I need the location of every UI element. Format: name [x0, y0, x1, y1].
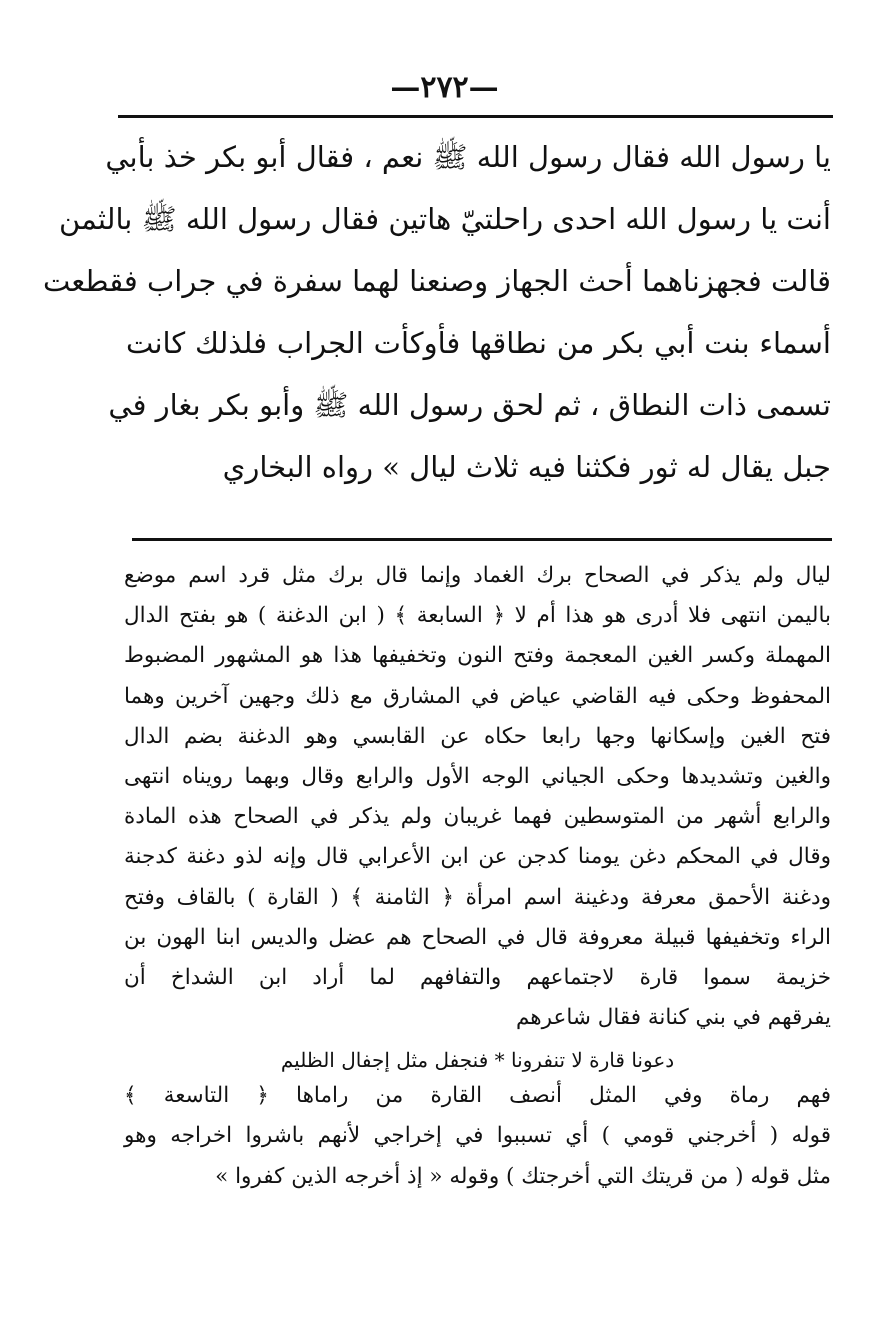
main-text-line: أنت يا رسول الله احدى راحلتيّ هاتين فقال رسول الله ﷺ بالثمن [59, 202, 831, 236]
commentary-line: وقال في المحكم دغن يومنا كدجن عن ابن الأعرابي قال وإنه لذو دغنة كدجنة [124, 844, 831, 870]
commentary-line: والغين وتشديدها وحكى الجياني الوجه الأول والرابع وقال وبهما رويناه انتهى [124, 763, 831, 789]
commentary-line: والرابع أشهر من المتوسطين فهما غريبان ولم يذكر في الصحاح هذه المادة [124, 804, 831, 830]
footnote-separator-rule [132, 538, 832, 541]
main-text-line: قالت فجهزناهما أحث الجهاز وصنعنا لهما سفرة في جراب فقطعت [42, 264, 831, 298]
commentary-block [124, 556, 831, 1197]
commentary-line: مثل قوله ( من قريتك التي أخرجتك ) وقوله « إذ أخرجه الذين كفروا » [215, 1163, 831, 1189]
main-text-line: تسمى ذات النطاق ، ثم لحق رسول الله ﷺ وأبو بكر بغار في [108, 388, 831, 422]
commentary-line: الراء وتخفيفها قبيلة معروفة قال في الصحاح هم عضل والديس ابنا الهون بن [124, 924, 831, 950]
main-text-line: أسماء بنت أبي بكر من نطاقها فأوكأت الجراب فلذلك كانت [126, 326, 831, 360]
page-number: —٢٧٢— [390, 70, 499, 105]
commentary-line: ليال ولم يذكر في الصحاح برك الغماد وإنما قال برك مثل قرد اسم موضع [124, 563, 831, 588]
commentary-line: باليمن انتهى فلا أدرى هو هذا أم لا ﴿ السابعة ﴾ ( ابن الدغنة ) هو بفتح الدال [124, 603, 831, 629]
commentary-line: فهم رماة وفي المثل أنصف القارة من راماها ﴿ التاسعة ﴾ [124, 1083, 831, 1109]
commentary-line: يفرقهم في بني كنانة فقال شاعرهم [516, 1005, 831, 1031]
poetry-verse: دعونا قارة لا تنفرونا * فنجفل مثل إجفال الظليم [280, 1048, 675, 1073]
commentary-line: فتح الغين وإسكانها وجها رابعا حكاه عن القابسي وهو الدغنة بضم الدال [124, 723, 831, 749]
commentary-line: ودغنة الأحمق معرفة ودغينة اسم امرأة ﴿ الثامنة ﴾ ( القارة ) بالقاف وفتح [124, 884, 831, 910]
main-text-line: يا رسول الله فقال رسول الله ﷺ نعم ، فقال أبو بكر خذ بأبي [105, 140, 831, 174]
commentary-line: قوله ( أخرجني قومي ) أي تسببوا في إخراجي لأنهم باشروا اخراجه وهو [124, 1123, 831, 1149]
main-text-line: جبل يقال له ثور فكثنا فيه ثلاث ليال » رواه البخاري [222, 450, 831, 484]
commentary-line: خزيمة سموا قارة لاجتماعهم والتفافهم لما أراد ابن الشداخ أن [124, 964, 831, 990]
commentary-line: المحفوظ وحكى فيه القاضي عياض في المشارق مع ذلك وجهين آخرين وهما [124, 683, 831, 709]
main-text-block [42, 126, 831, 498]
header-rule [118, 115, 833, 118]
commentary-line: المهملة وكسر الغين المعجمة وفتح النون وتخفيفها هذا هو المشهور المضبوط [124, 643, 831, 669]
